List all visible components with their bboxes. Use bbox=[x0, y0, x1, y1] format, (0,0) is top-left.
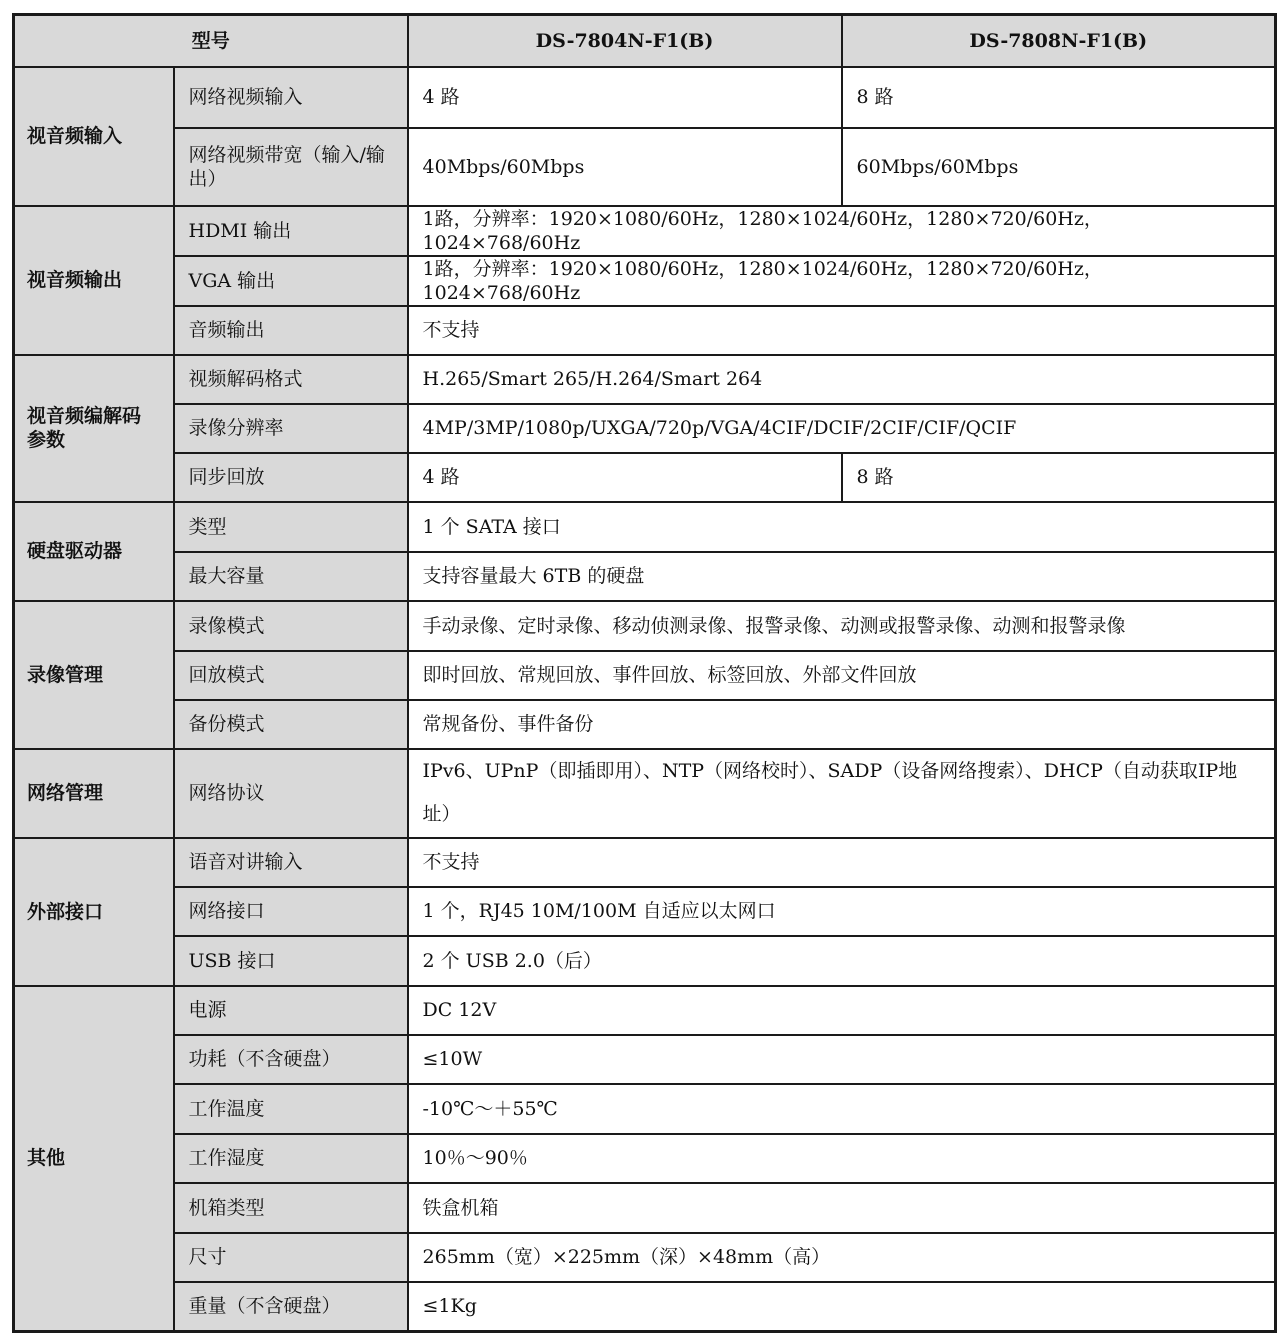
table-row bbox=[14, 552, 1276, 601]
table-row bbox=[14, 651, 1276, 700]
table-row bbox=[14, 1183, 1276, 1233]
row-label: 重量（不含硬盘） bbox=[174, 1282, 408, 1332]
row-label: 语音对讲输入 bbox=[174, 838, 408, 887]
row-value-a: 40Mbps/60Mbps bbox=[408, 128, 842, 206]
table-row bbox=[14, 1084, 1276, 1134]
row-label: 回放模式 bbox=[174, 651, 408, 700]
category-network: 网络管理 bbox=[14, 749, 174, 838]
row-value: 4MP/3MP/1080p/UXGA/720p/VGA/4CIF/DCIF/2CIF/CIF/QCIF bbox=[408, 404, 1276, 453]
row-value: 铁盒机箱 bbox=[408, 1183, 1276, 1233]
row-value: 1 个 SATA 接口 bbox=[408, 502, 1276, 552]
table-row bbox=[14, 601, 1276, 651]
table-row bbox=[14, 206, 1276, 256]
row-value: DC 12V bbox=[408, 986, 1276, 1035]
table-row bbox=[14, 256, 1276, 306]
row-label: 工作温度 bbox=[174, 1084, 408, 1134]
row-value-b: 8 路 bbox=[842, 67, 1276, 128]
category-hdd: 硬盘驱动器 bbox=[14, 502, 174, 601]
row-label: 同步回放 bbox=[174, 453, 408, 502]
table-row bbox=[14, 838, 1276, 887]
row-value: H.265/Smart 265/H.264/Smart 264 bbox=[408, 355, 1276, 404]
row-value-b: 60Mbps/60Mbps bbox=[842, 128, 1276, 206]
row-label: 录像分辨率 bbox=[174, 404, 408, 453]
row-label: 录像模式 bbox=[174, 601, 408, 651]
table-row bbox=[14, 1282, 1276, 1332]
row-value: 2 个 USB 2.0（后） bbox=[408, 936, 1276, 986]
category-codec-params: 视音频编解码参数 bbox=[14, 355, 174, 502]
table-row bbox=[14, 502, 1276, 552]
header-row bbox=[14, 15, 1276, 67]
table-row bbox=[14, 1134, 1276, 1183]
row-label: HDMI 输出 bbox=[174, 206, 408, 256]
table-row bbox=[14, 749, 1276, 838]
category-av-output: 视音频输出 bbox=[14, 206, 174, 355]
model-label: 型号 bbox=[14, 15, 408, 67]
row-value: IPv6、UPnP（即插即用）、NTP（网络校时）、SADP（设备网络搜索）、DHCP（自动获取IP地址） bbox=[408, 749, 1276, 838]
row-label: 工作湿度 bbox=[174, 1134, 408, 1183]
row-label: 音频输出 bbox=[174, 306, 408, 355]
table-row bbox=[14, 355, 1276, 404]
row-value: 即时回放、常规回放、事件回放、标签回放、外部文件回放 bbox=[408, 651, 1276, 700]
row-value-a: 4 路 bbox=[408, 67, 842, 128]
category-av-input: 视音频输入 bbox=[14, 67, 174, 206]
row-label: 网络接口 bbox=[174, 887, 408, 936]
row-value: 不支持 bbox=[408, 306, 1276, 355]
table-row bbox=[14, 67, 1276, 128]
category-external-ports: 外部接口 bbox=[14, 838, 174, 986]
row-label: 网络协议 bbox=[174, 749, 408, 838]
row-label: 类型 bbox=[174, 502, 408, 552]
category-recording: 录像管理 bbox=[14, 601, 174, 749]
row-value-b: 8 路 bbox=[842, 453, 1276, 502]
row-value: 1 个，RJ45 10M/100M 自适应以太网口 bbox=[408, 887, 1276, 936]
row-value: 1路，分辨率：1920×1080/60Hz，1280×1024/60Hz，1280×720/60Hz，1024×768/60Hz bbox=[408, 256, 1276, 306]
table-row bbox=[14, 986, 1276, 1035]
table-row bbox=[14, 1035, 1276, 1084]
table-row bbox=[14, 700, 1276, 749]
row-label: 最大容量 bbox=[174, 552, 408, 601]
row-value-a: 4 路 bbox=[408, 453, 842, 502]
model-a-header: DS-7804N-F1(B) bbox=[408, 15, 842, 67]
model-b-header: DS-7808N-F1(B) bbox=[842, 15, 1276, 67]
row-value: 常规备份、事件备份 bbox=[408, 700, 1276, 749]
table-row bbox=[14, 1233, 1276, 1282]
row-value: 10％～90％ bbox=[408, 1134, 1276, 1183]
row-value: 不支持 bbox=[408, 838, 1276, 887]
table-row bbox=[14, 306, 1276, 355]
table-row bbox=[14, 128, 1276, 206]
row-label: 电源 bbox=[174, 986, 408, 1035]
row-value: 手动录像、定时录像、移动侦测录像、报警录像、动测或报警录像、动测和报警录像 bbox=[408, 601, 1276, 651]
row-value: ≤1Kg bbox=[408, 1282, 1276, 1332]
row-label: 功耗（不含硬盘） bbox=[174, 1035, 408, 1084]
row-label: VGA 输出 bbox=[174, 256, 408, 306]
row-label: 备份模式 bbox=[174, 700, 408, 749]
row-value: 1路，分辨率：1920×1080/60Hz，1280×1024/60Hz，1280×720/60Hz，1024×768/60Hz bbox=[408, 206, 1276, 256]
table-row bbox=[14, 887, 1276, 936]
category-other: 其他 bbox=[14, 986, 174, 1332]
table-row bbox=[14, 404, 1276, 453]
table-row bbox=[14, 453, 1276, 502]
row-value: ≤10W bbox=[408, 1035, 1276, 1084]
table-row bbox=[14, 936, 1276, 986]
row-label: 视频解码格式 bbox=[174, 355, 408, 404]
spec-table bbox=[12, 13, 1277, 1333]
row-label: 网络视频输入 bbox=[174, 67, 408, 128]
row-label: 尺寸 bbox=[174, 1233, 408, 1282]
row-label: 机箱类型 bbox=[174, 1183, 408, 1233]
row-value: -10℃～＋55℃ bbox=[408, 1084, 1276, 1134]
row-label: USB 接口 bbox=[174, 936, 408, 986]
row-label: 网络视频带宽（输入/输出） bbox=[174, 128, 408, 206]
row-value: 265mm（宽）×225mm（深）×48mm（高） bbox=[408, 1233, 1276, 1282]
row-value: 支持容量最大 6TB 的硬盘 bbox=[408, 552, 1276, 601]
